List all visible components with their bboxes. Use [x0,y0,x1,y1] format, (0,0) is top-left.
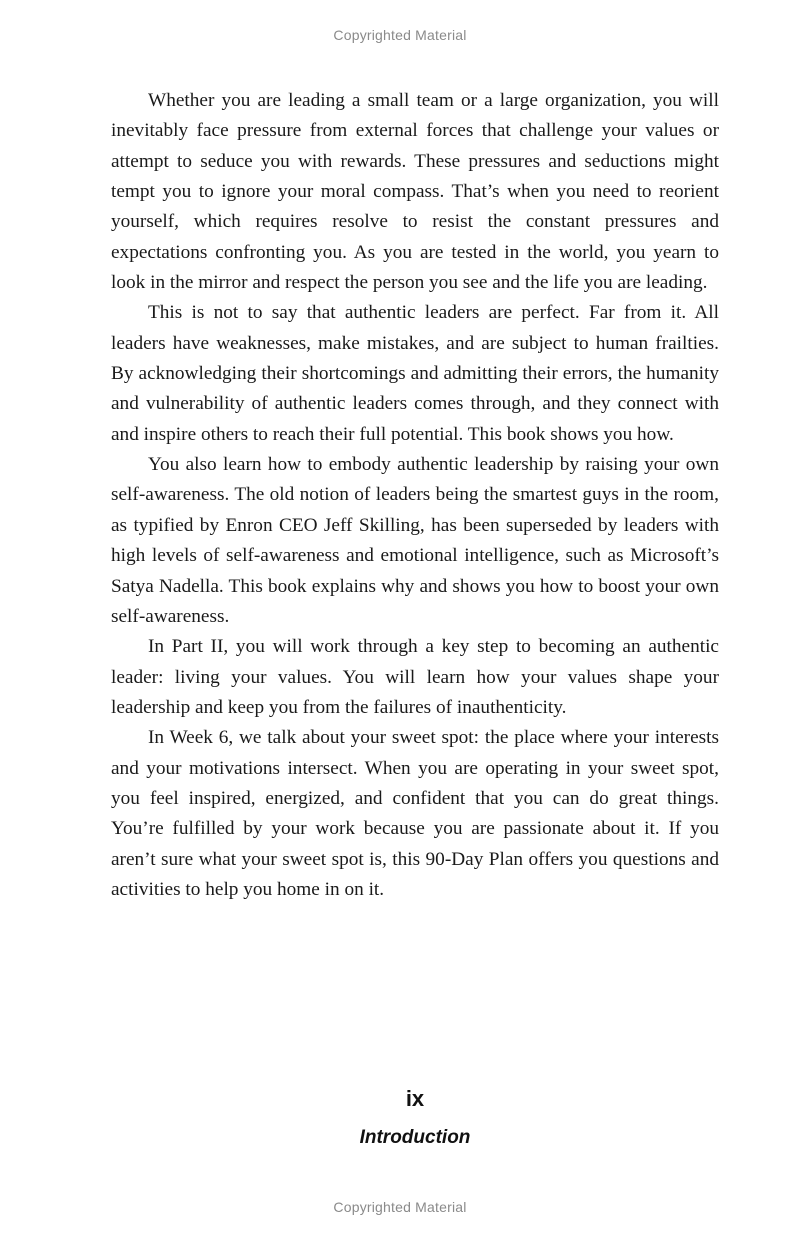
body-text [111,86,719,905]
paragraph: This is not to say that authentic leaders are perfect. Far from it. All leaders have weaknesses, make mistakes, and are subject to human frailties. By acknowledging their shortcomings and admitting their errors, the humanity and vulnerability of authentic leaders comes through, and they connect with and inspire others to reach their full potential. This book shows you how. [111,302,719,445]
copyright-watermark-bottom: Copyrighted Material [333,1199,467,1215]
paragraph: In Part II, you will work through a key step to becoming an authentic leader: living your values. You will learn how your values shape your leadership and keep you from the failures of inauthenticity. [111,636,719,718]
paragraph: Whether you are leading a small team or a large organization, you will inevitably face pressure from external forces that challenge your values or attempt to seduce you with rewards. These pressures and seductions might tempt you to ignore your moral compass. That’s when you need to reorient yourself, which requires resolve to resist the constant pressures and expectations confronting you. As you are tested in the world, you yearn to look in the mirror and respect the person you see and the life you are leading. [111,90,719,294]
copyright-watermark-top: Copyrighted Material [333,27,467,43]
section-title: Introduction [359,1127,471,1148]
page-number: ix [405,1086,425,1111]
paragraph: You also learn how to embody authentic leadership by raising your own self-awareness. The old notion of leaders being the smartest guys in the room, as typified by Enron CEO Jeff Skilling, has been superseded by leaders with high levels of self-awareness and emotional intelligence, such as Microsoft’s Satya Nadella. This book explains why and shows you how to boost your own self-awareness. [111,454,719,627]
paragraph: In Week 6, we talk about your sweet spot: the place where your interests and your motivations intersect. When you are operating in your sweet spot, you feel inspired, energized, and confident that you can do great things. You’re fulfilled by your work because you are passionate about it. If you aren’t sure what your sweet spot is, this 90-Day Plan offers you questions and activities to help you home in on it. [111,727,719,900]
